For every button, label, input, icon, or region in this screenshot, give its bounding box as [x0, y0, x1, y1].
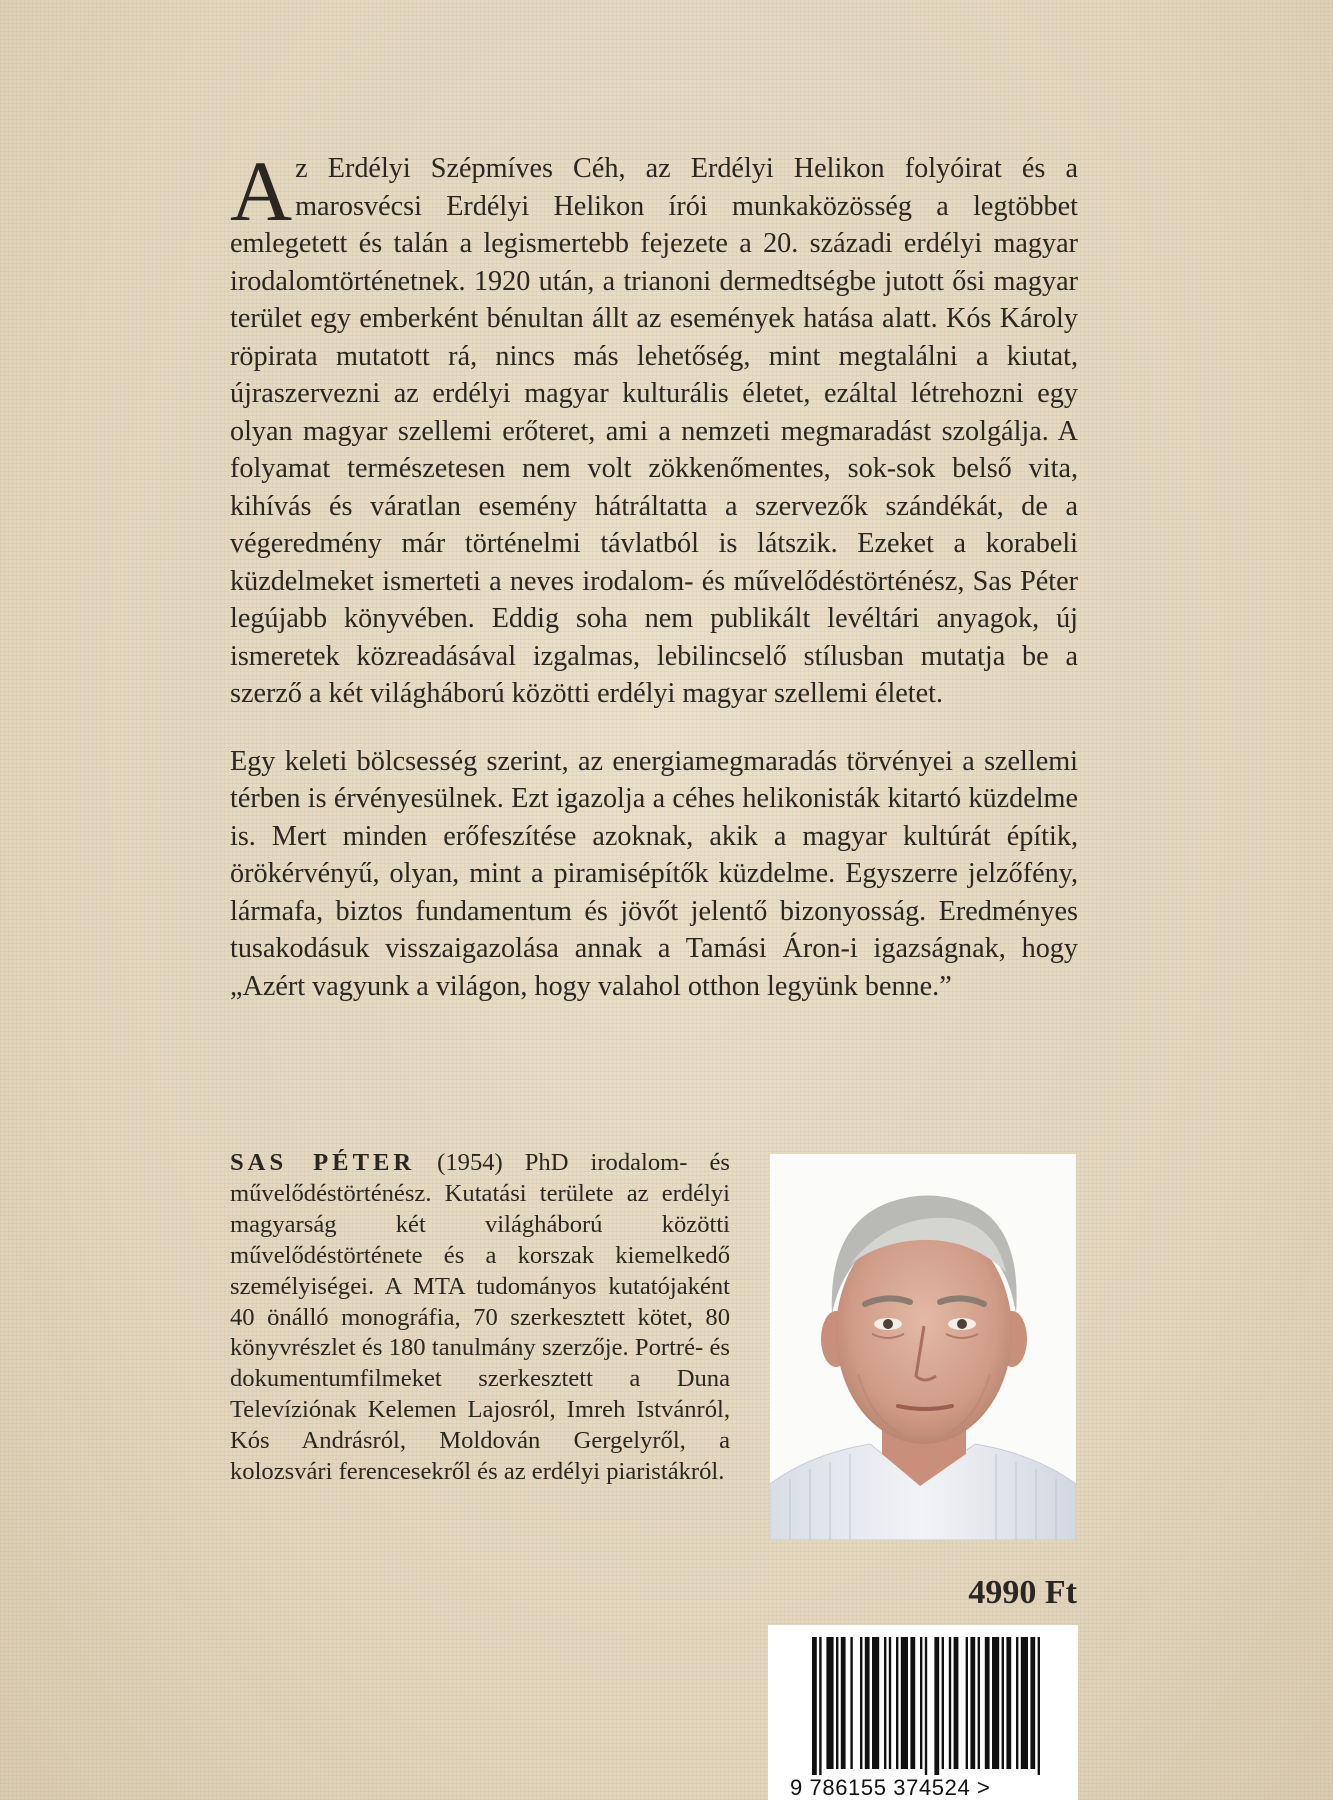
- barcode-bar: [934, 1637, 939, 1775]
- barcode-bar: [819, 1637, 821, 1775]
- drop-cap: A: [230, 143, 293, 239]
- barcode-bar: [812, 1637, 817, 1775]
- blurb-paragraph-1: [230, 143, 1078, 713]
- barcode-bar: [1016, 1637, 1018, 1769]
- barcode-bar: [954, 1637, 959, 1769]
- barcode-bar: [860, 1637, 862, 1769]
- author-portrait-image: [770, 1154, 1076, 1540]
- author-bio-text: (1954) PhD irodalom- és művelődéstörténész. Kutatási területe az erdélyi magyarság két világháború közötti művelődéstörténete és a korszak kiemelkedő személyiségei. A MTA tudományos kutatójaként 40 önálló monográfia, 70 szerkesztett kötet, 80 könyvrészlet és 180 tanulmány szerzője. Portré- és dokumentumfilmeket szerkesztett a Duna Televíziónak Kelemen Lajosról, Imreh Istvánról, Kós Andrásról, Moldován Gergelyről, a kolozsvári ferencesekről és az erdélyi piaristákról.: [230, 1149, 730, 1486]
- barcode-bar: [1002, 1637, 1004, 1769]
- price-label: 4990 Ft: [968, 1574, 1077, 1611]
- barcode-bar: [910, 1637, 915, 1769]
- barcode-bars: [768, 1625, 1078, 1775]
- barcode-bar: [836, 1637, 838, 1769]
- barcode-bar: [949, 1637, 951, 1769]
- barcode-bar: [865, 1637, 870, 1769]
- barcode-bar: [942, 1637, 944, 1769]
- author-bio: [230, 1148, 730, 1488]
- barcode-bar: [966, 1637, 968, 1769]
- barcode-bar: [889, 1637, 891, 1769]
- barcode-bar: [985, 1637, 990, 1769]
- back-cover-blurb: [230, 143, 1078, 1005]
- barcode-bar: [884, 1637, 886, 1769]
- blurb-paragraph-2: Egy keleti bölcsesség szerint, az energiamegmaradás törvényei a szellemi térben is érvényesülnek. Ezt igazolja a céhes helikonisták kitartó küzdelme is. Mert minden erőfeszítése azoknak, akik a magyar kultúrát építik, örökérvényű, olyan, mint a piramisépítők küzdelme. Egyszerre jelzőfény, lármafa, biztos fundamentum és jövőt jelentő bizonyosság. Eredményes tusakodásuk visszaigazolása annak a Tamási Áron-i igazságnak, hogy „Azért vagyunk a világon, hogy valahol otthon legyünk benne.”: [230, 745, 1078, 1002]
- barcode-bar: [992, 1637, 999, 1769]
- barcode-bar: [850, 1637, 852, 1769]
- barcode-bar: [1006, 1637, 1011, 1769]
- barcode-bar: [1021, 1637, 1028, 1769]
- barcode-bar: [901, 1637, 908, 1769]
- barcode-bar: [1030, 1637, 1035, 1769]
- blurb-paragraph-1-text: z Erdélyi Szépmíves Céh, az Erdélyi Helikon folyóirat és a marosvécsi Erdélyi Helikon írói munkaközösség a legtöbbet emlegetett és talán a legismertebb fejezete a 20. századi erdélyi magyar irodalomtörténetnek. 1920 után, a trianoni dermedtségbe jutott ősi magyar terület egy emberként bénultan állt az események hatása alatt. Kós Károly röpirata mutatott rá, nincs más lehetőség, mint megtalálni a kiutat, újraszervezni az erdélyi magyar kulturális életet, ezáltal létrehozni egy olyan magyar szellemi erőteret, ami a nemzeti megmaradást szolgálja. A folyamat természetesen nem volt zökkenőmentes, sok-sok belső vita, kihívás és váratlan esemény hátráltatta a szervezők szándékát, de a végeredmény már történelmi távlatból is látszik. Ezeket a korabeli küzdelmeket ismerteti a neves irodalom- és művelődéstörténész, Sas Péter legújabb könyvében. Eddig soha nem publikált levéltári anyagok, új ismeretek közreadásával izgalmas, lebilincselő stílusban mutatja be a szerző a két világháború közötti erdélyi magyar szellemi életet.: [230, 153, 1078, 709]
- barcode-bar: [1038, 1637, 1040, 1775]
- barcode-bar: [841, 1637, 846, 1769]
- isbn-barcode: [768, 1625, 1078, 1800]
- author-name: SAS PÉTER: [230, 1149, 416, 1176]
- barcode-bar: [925, 1637, 927, 1775]
- barcode-digits: 9 786155 374524 >: [790, 1775, 991, 1800]
- barcode-bar: [826, 1637, 833, 1769]
- barcode-bar: [978, 1637, 980, 1769]
- barcode-bar: [920, 1637, 922, 1769]
- barcode-bar: [896, 1637, 898, 1769]
- barcode-bar: [970, 1637, 975, 1769]
- barcode-bar: [872, 1637, 879, 1769]
- author-photo: [770, 1154, 1076, 1540]
